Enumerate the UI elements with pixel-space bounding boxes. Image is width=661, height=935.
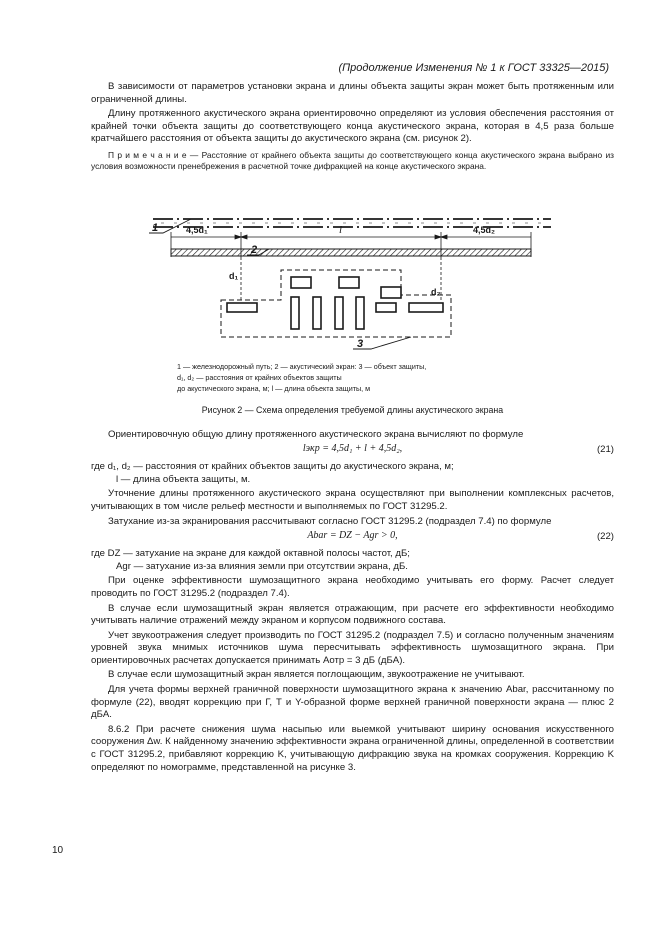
paragraph-8: Учет звукоотражения следует производить по ГОСТ 31295.2 (подраздел 7.5) и согласно полученным значениям уровней звука мнимых источников шума пересчитывать эффективность шумозащитного экрана. При ориентировочных расчетах допускается принимать Aотр = 3 дБ (дБA). — [91, 629, 614, 666]
figure-caption: Рисунок 2 — Схема определения требуемой длины акустического экрана — [201, 404, 504, 415]
paragraph-3: Ориентировочную общую длину протяженного акустического экрана вычисляют по формуле — [108, 428, 524, 440]
figure-legend — [91, 361, 614, 394]
where-21-b: l — длина объекта защиты, м. — [116, 473, 251, 485]
paragraph-6: При оценке эффективности шумозащитного экрана необходимо учитывать его форму. Расчет следует проводить по ГОСТ 31295.2 (подраздел 7.4). — [91, 575, 614, 599]
callout-leaders — [149, 219, 411, 349]
paragraph-2: Длину протяженного акустического экрана ориентировочно определяют из условия обеспечения расстояния от крайней точки объекта защиты до соответствующего конца акустического экрана, которая в 4,5 раза больше кратчайшего расстояния от объекта защиты до акустического экрана (см. рисунок 2). — [91, 108, 614, 145]
paragraph-9: В случае если шумозащитный экран является поглощающим, звукоотражение не учитывают. — [108, 669, 525, 681]
d1-label: d₁ — [229, 270, 239, 281]
formula-22-expression: Abar = DZ − Agr > 0, — [307, 530, 398, 542]
paragraph-5: Затухание из-за экранирования рассчитывают согласно ГОСТ 31295.2 (подраздел 7.4) по формуле — [108, 515, 552, 527]
screen-length-diagram — [91, 187, 614, 357]
formula-22 — [91, 530, 614, 548]
paragraph-4: Уточнение длины протяженного акустического экрана осуществляют при выполнении комплексных расчетов, учитывающих в том числе рельеф местности и выполняемых по ГОСТ 31295.2. — [91, 488, 614, 512]
formula-22-number: (22) — [596, 531, 614, 543]
legend-line-1: 1 — железнодорожный путь; 2 — акустический экран: 3 — объект защиты, — [177, 361, 427, 371]
legend-line-3: до акустического экрана, м; l — длина объекта защиты, м — [177, 383, 371, 393]
where-22-b: Agr — затухание из-за влияния земли при отсутствии экрана, дБ. — [116, 560, 408, 572]
paragraph-10: Для учета формы верхней граничной поверхности шумозащитного экрана к значению Abar, рассчитанному по формуле (22), вводят коррекцию при Г, Т и Y-образной форме верхней граничной поверхности экрана — плюс 2 дБA. — [91, 684, 614, 721]
paragraph-11: 8.6.2 При расчете снижения шума насыпью или выемкой учитывают ширину основания искусственного сооружения Δw. К найденному значению эффективности экрана ограниченной длины, определенной в соответствии с ГОСТ 31295.2, прибавляют коррекцию K, учитывающую дифракцию звука на кромках сооружения. Коррекцию K определяют по номограмме, представленной на рисунке 3. — [91, 723, 614, 773]
where-22-a: где DZ — затухание на экране для каждой октавной полосы частот, дБ; — [91, 548, 410, 560]
page-content — [91, 81, 614, 776]
document-header: (Продолжение Изменения № 1 к ГОСТ 33325—2015) — [338, 62, 609, 74]
d2-label: d₂ — [431, 286, 441, 297]
paragraph-1: В зависимости от параметров установки экрана и длины объекта защиты экран может быть протяженным или ограниченной длины. — [91, 81, 614, 105]
figure-2-diagram — [91, 187, 614, 357]
dim-mid-label: l — [339, 223, 343, 236]
formula-21-number: (21) — [596, 444, 614, 456]
dim-left-label: 4,5d₁ — [186, 224, 208, 235]
note: П р и м е ч а н и е — Расстояние от крайнего объекта защиты до соответствующего конца акустического экрана выбрано из условия возможности пренебрежения в расчетной точке дифракцией на конце акустического экрана. — [91, 149, 614, 172]
protection-object-buildings — [227, 277, 443, 329]
page-number: 10 — [52, 845, 64, 856]
callout-2: 2 — [251, 243, 258, 256]
acoustic-screen — [171, 249, 531, 256]
legend-line-2: d₁, d₂ — расстояния от крайних объектов защиты — [177, 372, 342, 382]
where-21-a: где d₁, d₂ — расстояния от крайних объектов защиты до акустического экрана, м; — [91, 461, 454, 473]
callout-1: 1 — [152, 221, 159, 234]
paragraph-7: В случае если шумозащитный экран является отражающим, при расчете его эффективности необходимо учитывать наличие отражений между экраном и корпусом подвижного состава. — [91, 602, 614, 627]
formula-21 — [91, 443, 614, 461]
callout-3: 3 — [357, 337, 364, 350]
formula-21-expression: lэкр = 4,5d₁ + l + 4,5d₂, — [302, 443, 403, 455]
dim-right-label: 4,5d₂ — [473, 224, 496, 235]
